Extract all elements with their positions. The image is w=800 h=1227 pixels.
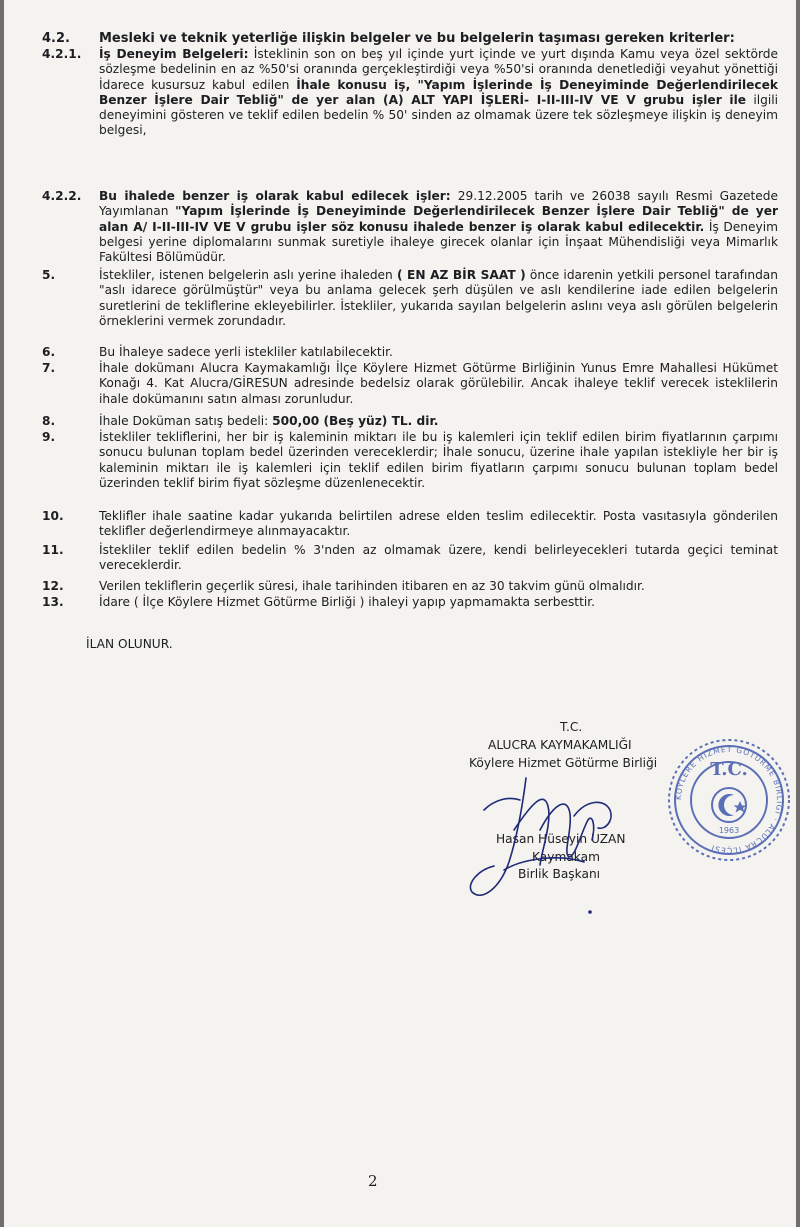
item-11 xyxy=(42,543,778,574)
item-text xyxy=(99,543,778,574)
text-segment: İstekliler tekliflerini, her bir iş kaleminin miktarı ile bu iş kalemleri için teklif edilen birim fiyatlarının çarpımı sonucu bulunan toplam bedel üzerinden vereceklerdir; İhale sonucu, üzerine ihale yapılan istekliyle her bir iş kaleminin miktarı ile iş kalemleri için teklif edilen birim fiyatların çarpımı sonucu bulunan toplam bedel üzerinden teklif birim fiyat sözleşme düzenlenecektir. xyxy=(99,430,778,490)
text-segment: İhale Doküman satış bedeli: xyxy=(99,414,273,428)
bold-text-segment: İhale konusu iş, "Yapım İşlerinde İş Deneyiminde Değerlendirilecek Benzer İşlere Dair Tebliğ" de yer alan (A) ALT YAPI İŞLERİ- I-II-III-IV VE V grubu işler ile xyxy=(99,77,778,107)
stamp-year: 1963 xyxy=(718,826,740,835)
item-number: 13. xyxy=(42,595,64,609)
section-4-2-2 xyxy=(42,189,778,265)
text-segment: ilgili deneyimini gösteren ve teklif edilen bedelin % 50' sinden az olmamak üzere tek sözleşmeye ilişkin iş deneyim belgesi, xyxy=(99,92,778,138)
bold-text-segment: ( EN AZ BİR SAAT ) xyxy=(396,268,526,282)
item-number: 4.2. xyxy=(42,31,70,46)
item-number: 4.2.2. xyxy=(42,189,82,203)
item-8 xyxy=(42,414,778,429)
text-segment: İstekliler teklif edilen bedelin % 3'nden az olmamak üzere, kendi belirleyecekleri tutarda geçici teminat vereceklerdir. xyxy=(99,543,778,573)
item-number: 8. xyxy=(42,414,56,428)
item-number: 9. xyxy=(42,430,56,444)
item-text xyxy=(99,595,778,610)
item-10 xyxy=(42,509,778,540)
item-6 xyxy=(42,345,778,360)
item-text xyxy=(99,47,778,139)
item-number: 7. xyxy=(42,361,56,375)
closing-line: İLAN OLUNUR. xyxy=(86,637,173,651)
sig-union: Köylere Hizmet Götürme Birliği xyxy=(469,756,658,770)
text-segment: Bu İhaleye sadece yerli istekliler katılabilecektir. xyxy=(99,345,393,359)
item-text xyxy=(99,414,778,429)
page-number: 2 xyxy=(368,1172,378,1190)
bold-text-segment: Mesleki ve teknik yeterliğe ilişkin belgeler ve bu belgelerin taşıması gereken kriterler: xyxy=(99,31,735,46)
text-segment: Verilen tekliflerin geçerlik süresi, ihale tarihinden itibaren en az 30 takvim günü olmalıdır. xyxy=(99,579,645,593)
text-segment: İstekliler, istenen belgelerin aslı yerine ihaleden xyxy=(99,268,397,282)
item-13 xyxy=(42,595,778,610)
item-text xyxy=(99,509,778,540)
sig-name: Hasan Hüseyin UZAN xyxy=(496,832,626,846)
text-segment: İhale dokümanı Alucra Kaymakamlığı İlçe Köylere Hizmet Götürme Birliğinin Yunus Emre Mahallesi Hükümet Konağı 4. Kat Alucra/GİRESUN adresinde bedelsiz olarak görülebilir. Ancak ihaleye teklif verecek isteklilerin ihale dokümanını satın alması zorunludur. xyxy=(99,361,778,406)
section-4-2-1 xyxy=(42,47,778,139)
item-12 xyxy=(42,579,778,594)
document-page xyxy=(4,0,796,1227)
text-segment: İdare ( İlçe Köylere Hizmet Götürme Birliği ) ihaleyi yapıp yapmamakta serbesttir. xyxy=(99,595,595,609)
text-segment: 29.12.2005 tarih ve 26038 sayılı Resmi Gazetede Yayımlanan xyxy=(99,189,778,219)
text-segment: önce idarenin yetkili personel tarafından "aslı idarece görülmüştür" veya bu anlama gelecek şerh düşülen ve aslı kendilerine iade edilen belgelerin suretlerini de tekliflerine ekleyebilirler. İstekliler, yukarıda sayılan belgelerin aslını veya aslı görülen belgelerin örneklerini vermek zorundadır. xyxy=(99,268,778,328)
text-segment: Teklifler ihale saatine kadar yukarıda belirtilen adrese elden teslim edilecektir. Posta vasıtasıyla gönderilen teklifler değerlendirmeye alınmayacaktır. xyxy=(99,509,778,539)
item-text xyxy=(99,345,778,360)
item-number: 12. xyxy=(42,579,64,593)
sig-tc: T.C. xyxy=(560,720,583,734)
bold-text-segment: 500,00 (Beş yüz) TL. dir. xyxy=(272,414,439,428)
item-5 xyxy=(42,268,778,329)
item-text xyxy=(99,361,778,407)
item-text xyxy=(99,268,778,329)
item-text xyxy=(99,579,778,594)
item-number: 5. xyxy=(42,268,56,282)
item-number: 6. xyxy=(42,345,56,359)
sig-office: ALUCRA KAYMAKAMLIĞI xyxy=(488,738,632,752)
item-7 xyxy=(42,361,778,407)
section-4-2 xyxy=(42,31,778,46)
handwritten-signature xyxy=(464,770,644,920)
stamp-ring-text: KÖYLERE HİZMET GÖTÜRME BİRLİĞİ · ALUCRA İLÇESİ xyxy=(673,744,785,856)
official-stamp xyxy=(664,735,794,865)
bold-text-segment: Bu ihalede benzer iş olarak kabul edilecek işler: xyxy=(99,189,451,203)
item-number: 11. xyxy=(42,543,64,557)
sig-title: Kaymakam xyxy=(532,850,600,864)
bold-text-segment: İş Deneyim Belgeleri: xyxy=(99,47,249,61)
item-text xyxy=(99,189,778,265)
text-segment: İsteklinin son on beş yıl içinde yurt içinde ve yurt dışında Kamu veya özel sektörde sözleşme bedelinin en az %50'si oranında gerçekleştirdiği veya %50'si oranında denetlediği veyahut yönettiği İdarece kusursuz kabul edilen xyxy=(99,47,779,92)
item-text xyxy=(99,31,778,46)
text-segment: İş Deneyim belgesi yerine diplomalarını sunmak suretiyle ihaleye girecek olanlar için İnşaat Mühendisliği veya Mimarlık Fakültesi Bölümüdür. xyxy=(99,219,778,265)
item-text xyxy=(99,430,778,491)
bold-text-segment: "Yapım İşlerinde İş Deneyiminde Değerlendirilecek Benzer İşlere Dair Tebliğ" de yer alan A/ I-II-III-IV VE V grubu işler söz konusu ihalede benzer iş olarak kabul edilecektir. xyxy=(99,204,778,234)
item-number: 4.2.1. xyxy=(42,47,82,61)
item-number: 10. xyxy=(42,509,64,523)
stamp-tc-text: T.C. xyxy=(710,759,748,780)
sig-title2: Birlik Başkanı xyxy=(518,867,601,881)
item-9 xyxy=(42,430,778,491)
